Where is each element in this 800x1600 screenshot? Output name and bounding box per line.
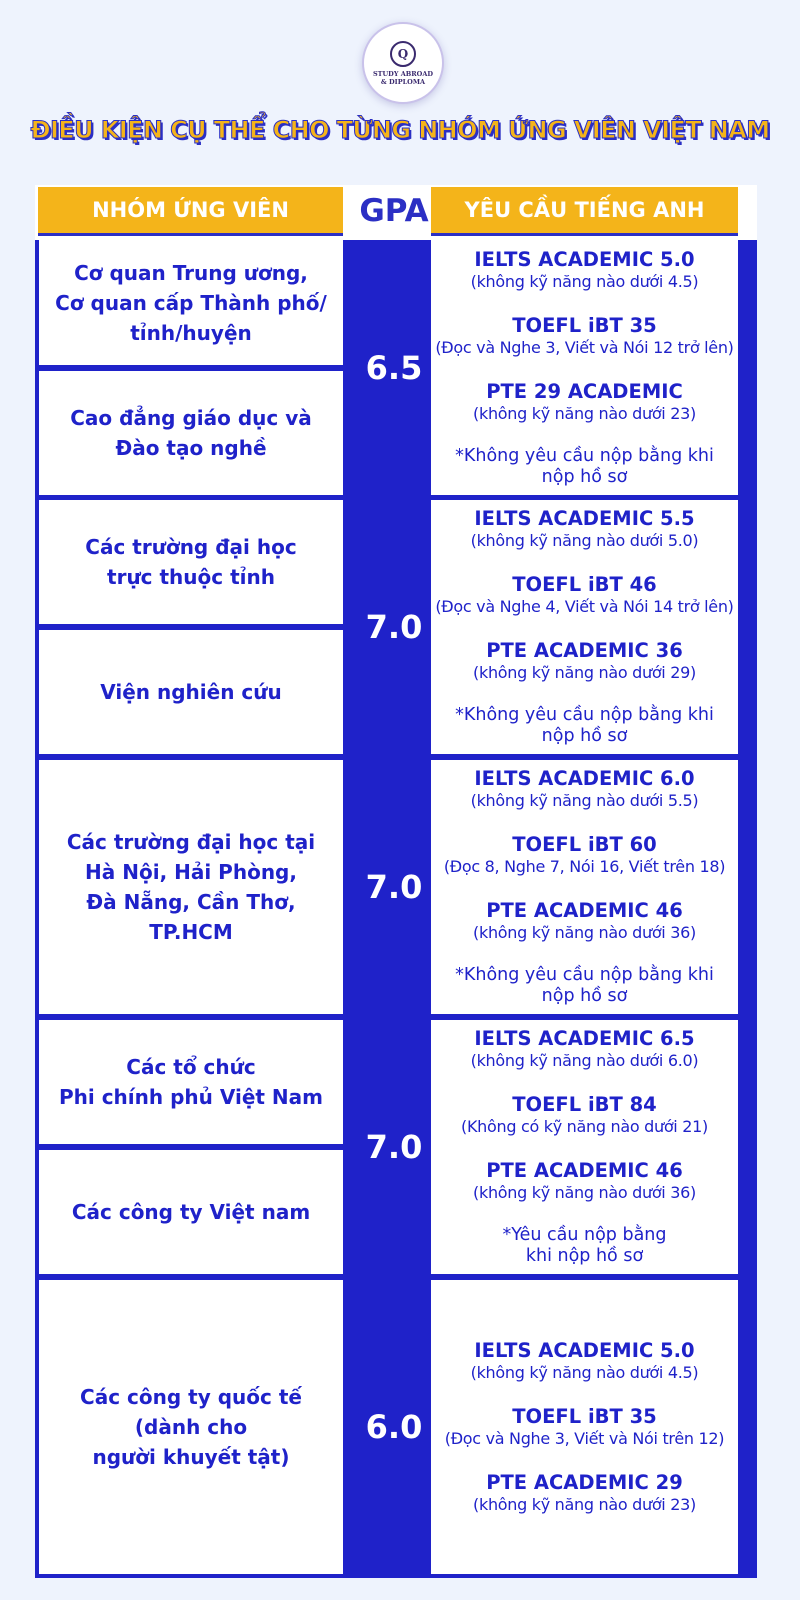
test-condition: (không kỹ năng nào dưới 4.5): [470, 1363, 699, 1382]
test-name: PTE ACADEMIC 29: [486, 1471, 683, 1494]
group-line: Các trường đại học tại: [66, 830, 316, 854]
group-cell: [39, 760, 343, 1014]
group-line: tỉnh/huyện: [130, 320, 252, 345]
group-line: Các công ty quốc tế: [80, 1385, 302, 1409]
header-gpa: GPA: [359, 193, 429, 229]
group-line: Viện nghiên cứu: [100, 680, 282, 704]
group-line: trực thuộc tỉnh: [107, 565, 275, 589]
test-name: PTE 29 ACADEMIC: [486, 379, 683, 403]
test-condition: (không kỹ năng nào dưới 5.5): [470, 791, 699, 810]
test-condition: (không kỹ năng nào dưới 36): [473, 923, 696, 942]
group-line: TP.HCM: [149, 920, 233, 944]
test-name: IELTS ACADEMIC 5.0: [474, 1339, 695, 1362]
test-name: IELTS ACADEMIC 5.5: [474, 507, 695, 530]
test-condition: (Đọc và Nghe 3, Viết và Nói 12 trở lên): [435, 337, 734, 357]
test-condition: (Đọc và Nghe 3, Viết và Nói trên 12): [444, 1429, 725, 1448]
group-line: Hà Nội, Hải Phòng,: [85, 860, 297, 884]
test-name: IELTS ACADEMIC 6.5: [474, 1027, 695, 1050]
test-condition: (không kỹ năng nào dưới 23): [473, 403, 696, 423]
group-line: (dành cho: [134, 1415, 248, 1439]
test-name: IELTS ACADEMIC 6.0: [474, 767, 695, 790]
note-line: khi nộp hồ sơ: [525, 1246, 644, 1266]
page-title: ĐIỀU KIỆN CỤ THỂ CHO TỪNG NHÓM ỨNG VIÊN VIỆT NAM: [30, 116, 770, 144]
header-group: NHÓM ỨNG VIÊN: [38, 187, 343, 236]
group-cell: [39, 500, 343, 624]
logo-text-line1: STUDY ABROAD: [372, 69, 434, 78]
group-cell: [39, 240, 343, 365]
test-name: TOEFL iBT 84: [512, 1093, 657, 1116]
group-cell: [39, 1280, 343, 1574]
brand-logo: [362, 22, 444, 104]
note-line: *Không yêu cầu nộp bằng khi: [455, 705, 714, 725]
test-condition: (không kỹ năng nào dưới 36): [473, 1183, 696, 1202]
english-requirements: [431, 1280, 738, 1574]
gpa-value: 7.0: [365, 608, 423, 646]
group-line: Các tổ chức: [126, 1055, 256, 1079]
english-requirements: [431, 760, 738, 1014]
english-requirements: [431, 500, 738, 754]
test-condition: (không kỹ năng nào dưới 23): [473, 1495, 696, 1514]
test-name: TOEFL iBT 35: [512, 313, 657, 337]
english-requirements: [431, 1020, 738, 1274]
test-name: IELTS ACADEMIC 5.0: [474, 247, 695, 271]
gpa-value: 6.5: [365, 348, 423, 387]
group-line: Các trường đại học: [85, 535, 297, 559]
group-cell: [39, 1150, 343, 1274]
note-line: nộp hồ sơ: [541, 466, 628, 487]
group-line: Các công ty Việt nam: [71, 1200, 311, 1224]
gpa-value: 6.0: [365, 1408, 423, 1446]
test-condition: (không kỹ năng nào dưới 29): [473, 663, 696, 682]
note-line: nộp hồ sơ: [541, 986, 628, 1006]
logo-q-mark: Q: [390, 41, 416, 67]
test-condition: (không kỹ năng nào dưới 6.0): [470, 1051, 699, 1070]
test-condition: (Đọc và Nghe 4, Viết và Nói 14 trở lên): [435, 597, 734, 616]
note-line: *Không yêu cầu nộp bằng khi: [455, 445, 714, 466]
note-line: nộp hồ sơ: [541, 726, 628, 746]
group-cell: [39, 630, 343, 754]
group-line: Đà Nẵng, Cần Thơ,: [86, 890, 296, 914]
group-line: Phi chính phủ Việt Nam: [58, 1085, 323, 1109]
test-name: TOEFL iBT 46: [512, 573, 657, 596]
group-cell: [39, 1020, 343, 1144]
test-name: TOEFL iBT 35: [512, 1405, 657, 1428]
header-english: YÊU CẦU TIẾNG ANH: [431, 187, 738, 236]
group-line: Cao đẳng giáo dục và: [70, 406, 312, 430]
note-line: *Yêu cầu nộp bằng: [502, 1225, 667, 1245]
test-name: PTE ACADEMIC 36: [486, 639, 683, 662]
test-name: PTE ACADEMIC 46: [486, 1159, 683, 1182]
group-line: Cơ quan cấp Thành phố/: [55, 290, 327, 315]
group-line: Đào tạo nghề: [115, 436, 267, 460]
group-line: người khuyết tật): [92, 1445, 290, 1469]
test-condition: (không kỹ năng nào dưới 4.5): [470, 271, 699, 291]
group-line: Cơ quan Trung ương,: [74, 260, 308, 285]
english-requirements: [431, 240, 738, 495]
test-condition: (Đọc 8, Nghe 7, Nói 16, Viết trên 18): [443, 857, 726, 876]
gpa-value: 7.0: [365, 1128, 423, 1166]
group-cell: [39, 371, 343, 495]
note-line: *Không yêu cầu nộp bằng khi: [455, 965, 714, 985]
test-name: TOEFL iBT 60: [512, 833, 657, 856]
gpa-value: 7.0: [365, 868, 423, 906]
test-name: PTE ACADEMIC 46: [486, 899, 683, 922]
test-condition: (Không có kỹ năng nào dưới 21): [461, 1117, 708, 1136]
test-condition: (không kỹ năng nào dưới 5.0): [470, 531, 699, 550]
logo-text-line2: & DIPLOMA: [380, 77, 426, 86]
